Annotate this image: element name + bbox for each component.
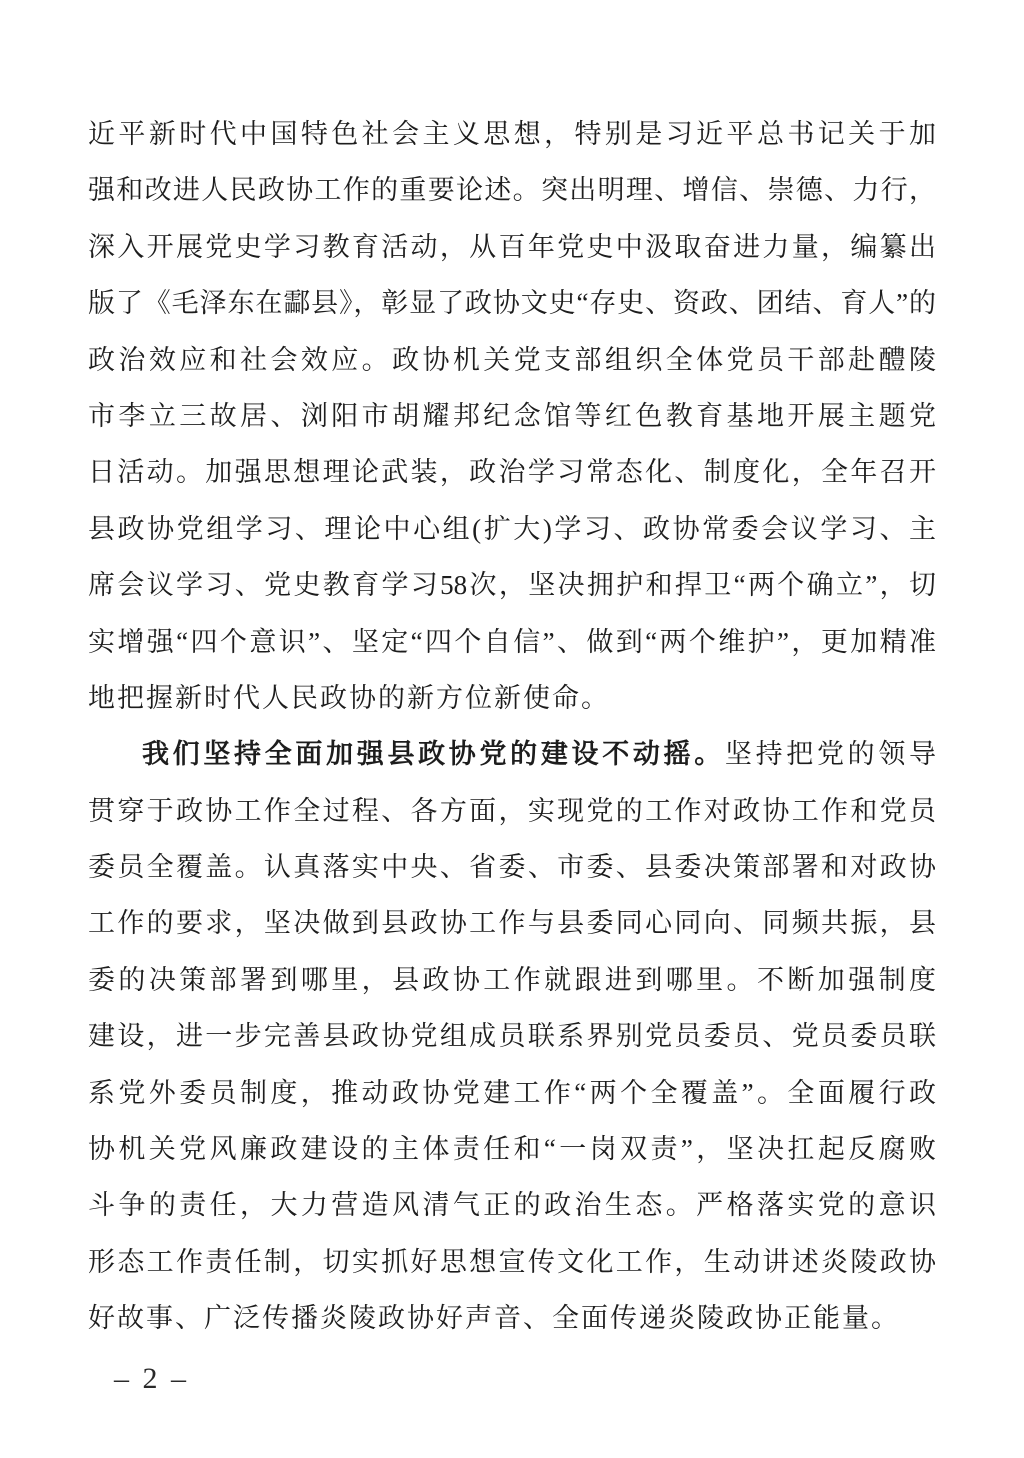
text-segment: 委的决策部署到哪里，县政协工作就跟进到哪里。不断加强制度 (88, 964, 936, 995)
text-line (88, 1008, 936, 1064)
text-segment: 强和改进人民政协工作的重要论述。突出明理、增信、崇德、力行， (88, 175, 936, 206)
text-line (88, 839, 936, 895)
text-line (88, 388, 936, 444)
text-segment: 工作的要求，坚决做到县政协工作与县委同心同向、同频共振，县 (88, 908, 936, 939)
text-line (88, 332, 936, 388)
text-segment: 版了《毛泽东在酃县》，彰显了政协文史“存史、资政、团结、育人”的 (88, 288, 936, 319)
text-segment: 席会议学习、党史教育学习58次，坚决拥护和捍卫“两个确立”，切 (88, 570, 936, 601)
text-line (88, 275, 936, 331)
text-line (88, 1290, 936, 1346)
text-line (88, 501, 936, 557)
text-line (88, 1121, 936, 1177)
text-line (88, 219, 936, 275)
text-segment: 斗争的责任，大力营造风清气正的政治生态。严格落实党的意识 (88, 1190, 936, 1221)
text-segment: 深入开展党史学习教育活动，从百年党史中汲取奋进力量，编纂出 (88, 231, 936, 262)
text-segment: 坚持把党的领导 (724, 739, 936, 770)
text-line (88, 614, 936, 670)
text-line (88, 106, 936, 162)
bold-text-segment: 我们坚持全面加强县政协党的建设不动摇。 (142, 739, 725, 770)
text-segment: 建设，进一步完善县政协党组成员联系界别党员委员、党员委员联 (88, 1021, 936, 1052)
text-line (88, 895, 936, 951)
text-segment: 实增强“四个意识”、坚定“四个自信”、做到“两个维护”，更加精准 (88, 626, 936, 657)
text-segment: 协机关党风廉政建设的主体责任和“一岗双责”，坚决扛起反腐败 (88, 1134, 936, 1165)
text-segment: 地把握新时代人民政协的新方位新使命。 (88, 682, 610, 713)
text-line (88, 783, 936, 839)
text-segment: 好故事、广泛传播炎陵政协好声音、全面传递炎陵政协正能量。 (88, 1303, 900, 1334)
text-line (88, 1065, 936, 1121)
text-line (88, 557, 936, 613)
text-line (88, 1177, 936, 1233)
text-line (88, 952, 936, 1008)
text-segment: 贯穿于政协工作全过程、各方面，实现党的工作对政协工作和党员 (88, 795, 936, 826)
text-segment: 日活动。加强思想理论武装，政治学习常态化、制度化，全年召开 (88, 457, 936, 488)
page-number: – 2 – (114, 1362, 189, 1395)
text-line (88, 162, 936, 218)
text-segment: 近平新时代中国特色社会主义思想，特别是习近平总书记关于加 (88, 119, 936, 149)
text-segment: 形态工作责任制，切实抓好思想宣传文化工作，生动讲述炎陵政协 (88, 1246, 936, 1277)
text-segment: 系党外委员制度，推动政协党建工作“两个全覆盖”。全面履行政 (88, 1077, 936, 1108)
text-segment: 政治效应和社会效应。政协机关党支部组织全体党员干部赴醴陵 (88, 344, 936, 375)
text-segment: 委员全覆盖。认真落实中央、省委、市委、县委决策部署和对政协 (88, 852, 936, 883)
text-line (88, 726, 936, 782)
text-line (88, 444, 936, 500)
text-segment: 市李立三故居、浏阳市胡耀邦纪念馆等红色教育基地开展主题党 (88, 400, 936, 431)
text-line (88, 670, 936, 726)
document-body (88, 106, 936, 1347)
text-line (88, 1234, 936, 1290)
text-segment: 县政协党组学习、理论中心组(扩大)学习、政协常委会议学习、主 (88, 513, 936, 544)
